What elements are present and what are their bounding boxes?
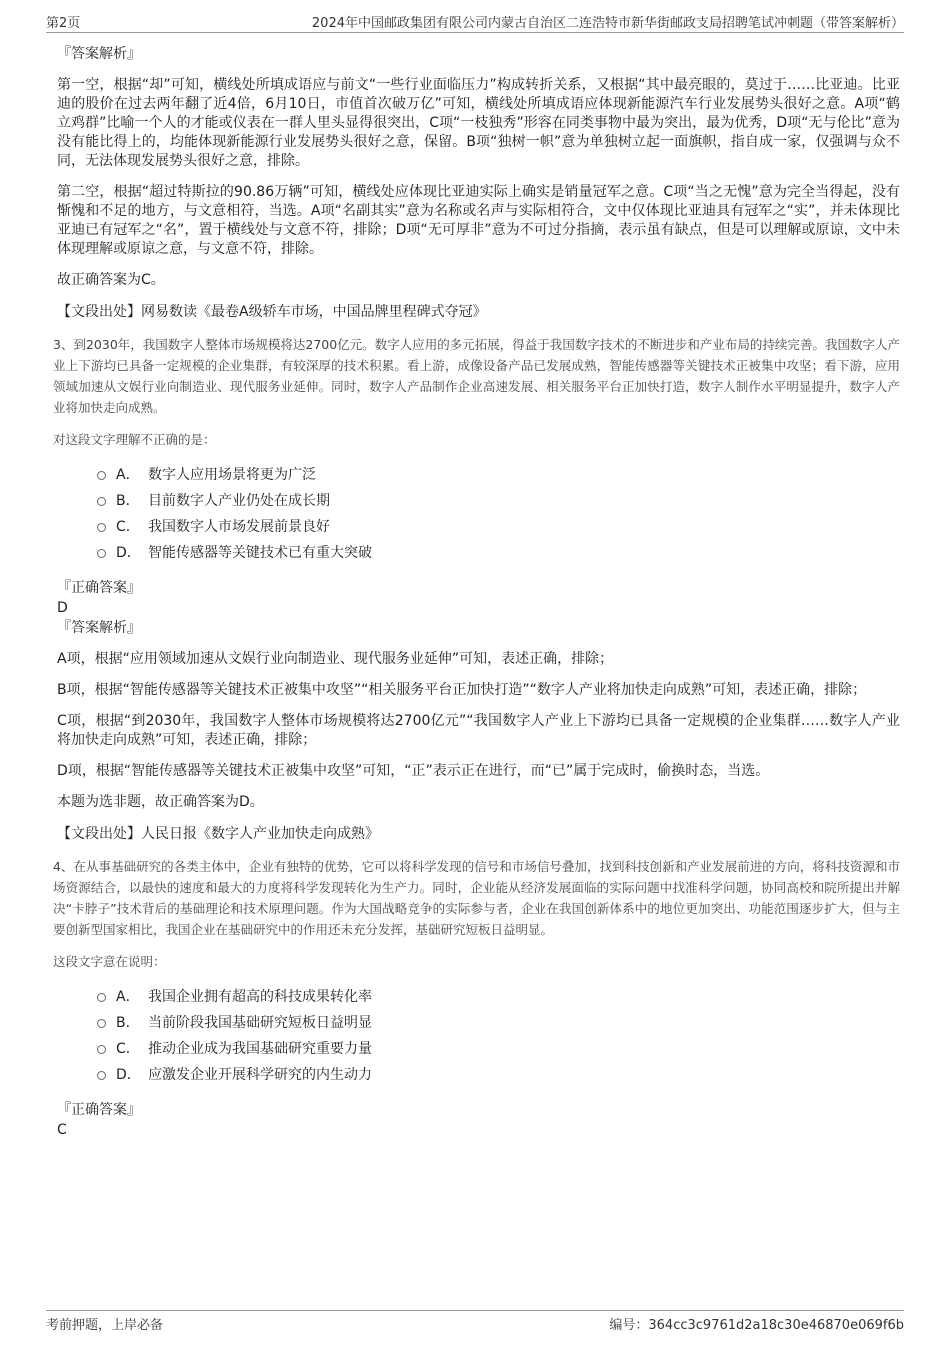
analysis-paragraph: C项，根据“到2030年，我国数字人整体市场规模将达2700亿元”“我国数字人产业上下游均已具备一定规模的企业集群……数字人产业将加快走向成熟”可知，表述正确，排除；: [57, 713, 900, 748]
radio-icon[interactable]: [97, 471, 106, 480]
analysis-label: 『答案解析』: [57, 620, 141, 636]
option-b[interactable]: B． 当前阶段我国基础研究短板日益明显: [97, 1010, 900, 1036]
radio-icon[interactable]: [97, 497, 106, 506]
document-title: 2024年中国邮政集团有限公司内蒙古自治区二连浩特市新华街邮政支局招聘笔试冲刺题（带答案解析）: [311, 16, 904, 31]
analysis-paragraph: 本题为选非题，故正确答案为D。: [57, 794, 264, 810]
correct-answer: D: [57, 600, 68, 616]
footer-slogan: 考前押题，上岸必备: [46, 1318, 164, 1333]
option-b[interactable]: B． 目前数字人产业仍处在成长期: [97, 488, 900, 514]
source-citation: 【文段出处】人民日报《数字人产业加快走向成熟》: [57, 826, 379, 842]
option-d[interactable]: D． 智能传感器等关键技术已有重大突破: [97, 540, 900, 566]
correct-answer: C: [57, 1122, 67, 1138]
page-content: [53, 44, 900, 1140]
radio-icon[interactable]: [97, 1071, 106, 1080]
page-header: [46, 12, 904, 33]
option-a[interactable]: A． 我国企业拥有超高的科技成果转化率: [97, 984, 900, 1010]
question-4-options: [57, 984, 900, 1088]
page-footer: [46, 1310, 904, 1333]
option-d[interactable]: D． 应激发企业开展科学研究的内生动力: [97, 1062, 900, 1088]
correct-answer-label: 『正确答案』: [57, 580, 141, 596]
radio-icon[interactable]: [97, 523, 106, 532]
option-c[interactable]: C． 我国数字人市场发展前景良好: [97, 514, 900, 540]
correct-answer-label: 『正确答案』: [57, 1102, 141, 1118]
question-3-options: [57, 462, 900, 566]
source-citation: 【文段出处】网易数读《最卷A级轿车市场，中国品牌里程碑式夺冠》: [57, 304, 487, 320]
question-3-text: 3、到2030年，我国数字人整体市场规模将达2700亿元。数字人应用的多元拓展，得益于我国数字技术的不断进步和产业布局的持续完善。我国数字人产业上下游均已具备一定规模的企业集群，有较深厚的技术积累。看上游，成像设备产品已发展成熟，智能传感器等关键技术正被集中攻坚；看下游，应用领域加速从文娱行业向制造业、现代服务业延伸。同时，数字人产品制作企业高速发展、相关服务平台正加快打造，数字人制作水平明显提升，数字人产业将加快走向成熟。: [53, 337, 900, 415]
option-a[interactable]: A． 数字人应用场景将更为广泛: [97, 462, 900, 488]
option-c[interactable]: C． 推动企业成为我国基础研究重要力量: [97, 1036, 900, 1062]
analysis-paragraph: D项，根据“智能传感器等关键技术正被集中攻坚”可知，“正”表示正在进行，而“已”属于完成时，偷换时态，当选。: [57, 763, 770, 779]
question-3-prompt: 对这段文字理解不正确的是：: [53, 432, 216, 447]
question-4-text: 4、在从事基础研究的各类主体中，企业有独特的优势，它可以将科学发现的信号和市场信号叠加，找到科技创新和产业发展前进的方向，将科技资源和市场资源结合，以最快的速度和最大的力度将科学发现转化为生产力。同时，企业能从经济发展面临的实际问题中找准科学问题，协同高校和院所提出并解决“卡脖子”技术背后的基础理论和技术原理问题。作为大国战略竞争的实际参与者，企业在我国创新体系中的地位更加突出、功能范围逐步扩大，但与主要创新型国家相比，我国企业在基础研究中的作用还未充分发挥，基础研究短板日益明显。: [53, 859, 900, 937]
analysis-paragraph: A项，根据“应用领域加速从文娱行业向制造业、现代服务业延伸”可知，表述正确，排除；: [57, 651, 614, 667]
analysis-label: 『答案解析』: [57, 46, 141, 62]
analysis-paragraph: 第二空，根据“超过特斯拉的90.86万辆”可知，横线处应体现比亚迪实际上确实是销量冠军之意。C项“当之无愧”意为完全当得起，没有惭愧和不足的地方，与文意相符，当选。A项“名副其实”意为名称或名声与实际相符合，文中仅体现比亚迪具有冠军之“实”，并未体现比亚迪已有冠军之“名”，置于横线处与文意不符，排除；D项“无可厚非”意为不可过分指摘，表示虽有缺点，但是可以理解或原谅，文中未体现理解或原谅之意，与文意不符，排除。: [57, 184, 900, 257]
radio-icon[interactable]: [97, 549, 106, 558]
radio-icon[interactable]: [97, 1019, 106, 1028]
page-number: 第2页: [46, 16, 81, 31]
analysis-paragraph: 故正确答案为C。: [57, 272, 165, 288]
document-id: 编号：364cc3c9761d2a18c30e46870e069f6b: [609, 1318, 904, 1333]
analysis-paragraph: 第一空，根据“却”可知，横线处所填成语应与前文“一些行业面临压力”构成转折关系，又根据“其中最亮眼的，莫过于……比亚迪。比亚迪的股价在过去两年翻了近4倍，6月10日，市值首次破万亿”可知，横线处所填成语应体现新能源汽车行业发展势头很好之意。A项“鹤立鸡群”比喻一个人的才能或仪表在一群人里头显得很突出，C项“一枝独秀”形容在同类事物中最为突出，最为优秀，D项“无与伦比”意为没有能比得上的，均能体现新能源行业发展势头很好之意，保留。B项“独树一帜”意为单独树立起一面旗帜，指自成一家，仅强调与众不同，无法体现发展势头很好之意，排除。: [57, 77, 900, 169]
question-4-prompt: 这段文字意在说明：: [53, 954, 166, 969]
analysis-paragraph: B项，根据“智能传感器等关键技术正被集中攻坚”“相关服务平台正加快打造”“数字人产业将加快走向成熟”可知，表述正确，排除；: [57, 682, 867, 698]
radio-icon[interactable]: [97, 1045, 106, 1054]
radio-icon[interactable]: [97, 993, 106, 1002]
